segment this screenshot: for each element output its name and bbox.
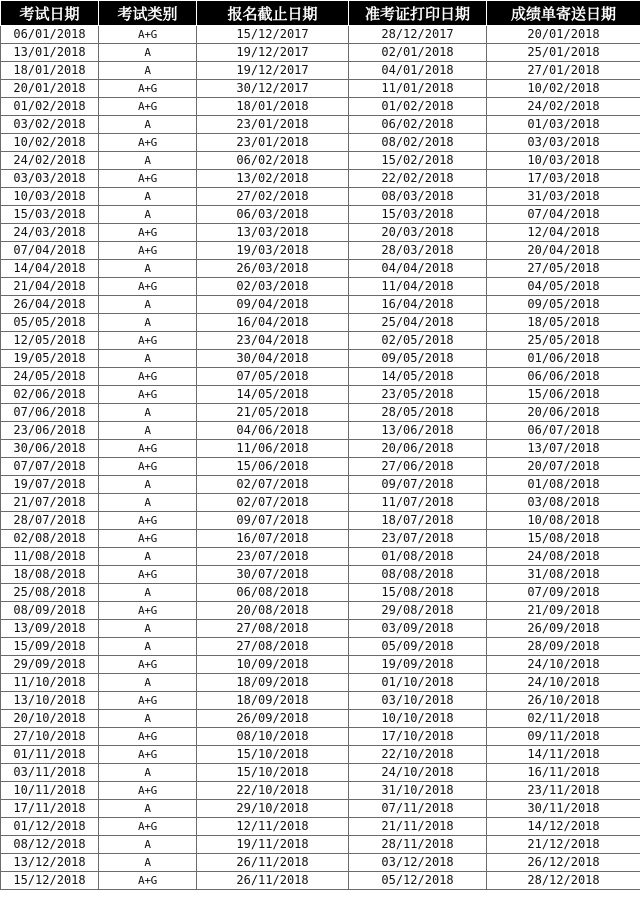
cell-exam-date: 01/12/2018 [1,818,99,836]
cell-exam-type: A+G [99,98,197,116]
cell-exam-date: 03/11/2018 [1,764,99,782]
cell-exam-date: 05/05/2018 [1,314,99,332]
cell-admission-ticket-print-date: 19/09/2018 [349,656,487,674]
cell-transcript-mailing-date: 28/09/2018 [487,638,640,656]
cell-registration-deadline: 15/10/2018 [197,746,349,764]
cell-exam-type: A+G [99,746,197,764]
cell-registration-deadline: 26/11/2018 [197,854,349,872]
table-row [1,566,640,584]
cell-exam-date: 30/06/2018 [1,440,99,458]
table-header [1,1,640,26]
cell-admission-ticket-print-date: 08/02/2018 [349,134,487,152]
cell-admission-ticket-print-date: 29/08/2018 [349,602,487,620]
cell-exam-date: 23/06/2018 [1,422,99,440]
cell-transcript-mailing-date: 09/05/2018 [487,296,640,314]
table-row [1,116,640,134]
cell-admission-ticket-print-date: 05/12/2018 [349,872,487,890]
cell-exam-date: 13/09/2018 [1,620,99,638]
cell-admission-ticket-print-date: 02/05/2018 [349,332,487,350]
cell-transcript-mailing-date: 20/06/2018 [487,404,640,422]
cell-exam-type: A [99,44,197,62]
cell-admission-ticket-print-date: 15/02/2018 [349,152,487,170]
cell-admission-ticket-print-date: 28/05/2018 [349,404,487,422]
cell-exam-type: A [99,350,197,368]
cell-transcript-mailing-date: 15/08/2018 [487,530,640,548]
cell-exam-type: A+G [99,818,197,836]
cell-registration-deadline: 19/12/2017 [197,44,349,62]
cell-exam-date: 13/01/2018 [1,44,99,62]
cell-exam-type: A [99,296,197,314]
header-exam-date: 考试日期 [1,1,99,26]
header-transcript-mailing-date: 成绩单寄送日期 [487,1,640,26]
cell-exam-date: 07/07/2018 [1,458,99,476]
cell-exam-type: A+G [99,728,197,746]
cell-admission-ticket-print-date: 03/10/2018 [349,692,487,710]
table-row [1,494,640,512]
cell-exam-type: A [99,800,197,818]
cell-registration-deadline: 12/11/2018 [197,818,349,836]
cell-admission-ticket-print-date: 04/01/2018 [349,62,487,80]
cell-registration-deadline: 15/12/2017 [197,26,349,44]
cell-exam-date: 03/03/2018 [1,170,99,188]
cell-transcript-mailing-date: 07/09/2018 [487,584,640,602]
cell-admission-ticket-print-date: 21/11/2018 [349,818,487,836]
cell-admission-ticket-print-date: 01/02/2018 [349,98,487,116]
cell-transcript-mailing-date: 17/03/2018 [487,170,640,188]
cell-transcript-mailing-date: 01/08/2018 [487,476,640,494]
cell-exam-type: A+G [99,80,197,98]
cell-exam-date: 11/08/2018 [1,548,99,566]
cell-exam-date: 15/09/2018 [1,638,99,656]
cell-transcript-mailing-date: 04/05/2018 [487,278,640,296]
cell-exam-type: A+G [99,782,197,800]
cell-exam-date: 01/11/2018 [1,746,99,764]
cell-exam-type: A [99,494,197,512]
cell-transcript-mailing-date: 21/09/2018 [487,602,640,620]
cell-exam-type: A+G [99,368,197,386]
cell-exam-date: 24/05/2018 [1,368,99,386]
cell-admission-ticket-print-date: 10/10/2018 [349,710,487,728]
cell-transcript-mailing-date: 23/11/2018 [487,782,640,800]
cell-transcript-mailing-date: 09/11/2018 [487,728,640,746]
cell-registration-deadline: 06/03/2018 [197,206,349,224]
cell-transcript-mailing-date: 24/08/2018 [487,548,640,566]
cell-admission-ticket-print-date: 25/04/2018 [349,314,487,332]
cell-registration-deadline: 06/08/2018 [197,584,349,602]
cell-exam-type: A+G [99,692,197,710]
cell-registration-deadline: 21/05/2018 [197,404,349,422]
cell-exam-date: 19/07/2018 [1,476,99,494]
cell-transcript-mailing-date: 02/11/2018 [487,710,640,728]
cell-exam-date: 07/06/2018 [1,404,99,422]
cell-exam-type: A+G [99,386,197,404]
cell-registration-deadline: 20/08/2018 [197,602,349,620]
cell-admission-ticket-print-date: 09/05/2018 [349,350,487,368]
cell-admission-ticket-print-date: 09/07/2018 [349,476,487,494]
table-row [1,872,640,890]
cell-admission-ticket-print-date: 31/10/2018 [349,782,487,800]
cell-exam-date: 26/04/2018 [1,296,99,314]
table-row [1,80,640,98]
cell-admission-ticket-print-date: 23/05/2018 [349,386,487,404]
cell-registration-deadline: 08/10/2018 [197,728,349,746]
cell-exam-date: 06/01/2018 [1,26,99,44]
cell-admission-ticket-print-date: 04/04/2018 [349,260,487,278]
table-row [1,746,640,764]
cell-transcript-mailing-date: 31/08/2018 [487,566,640,584]
cell-exam-date: 25/08/2018 [1,584,99,602]
cell-exam-date: 01/02/2018 [1,98,99,116]
cell-registration-deadline: 18/09/2018 [197,692,349,710]
cell-exam-type: A+G [99,458,197,476]
cell-registration-deadline: 13/02/2018 [197,170,349,188]
cell-admission-ticket-print-date: 08/08/2018 [349,566,487,584]
cell-exam-date: 21/04/2018 [1,278,99,296]
cell-exam-date: 10/02/2018 [1,134,99,152]
cell-transcript-mailing-date: 28/12/2018 [487,872,640,890]
table-row [1,764,640,782]
cell-admission-ticket-print-date: 28/11/2018 [349,836,487,854]
cell-exam-type: A [99,638,197,656]
cell-admission-ticket-print-date: 18/07/2018 [349,512,487,530]
cell-exam-type: A [99,674,197,692]
cell-exam-type: A [99,710,197,728]
table-row [1,170,640,188]
cell-exam-type: A+G [99,242,197,260]
cell-registration-deadline: 11/06/2018 [197,440,349,458]
cell-transcript-mailing-date: 14/12/2018 [487,818,640,836]
table-row [1,404,640,422]
table-row [1,332,640,350]
cell-transcript-mailing-date: 03/08/2018 [487,494,640,512]
cell-transcript-mailing-date: 07/04/2018 [487,206,640,224]
table-row [1,854,640,872]
cell-exam-date: 28/07/2018 [1,512,99,530]
cell-registration-deadline: 09/04/2018 [197,296,349,314]
cell-registration-deadline: 23/01/2018 [197,116,349,134]
cell-registration-deadline: 30/04/2018 [197,350,349,368]
cell-transcript-mailing-date: 30/11/2018 [487,800,640,818]
cell-exam-date: 20/01/2018 [1,80,99,98]
table-row [1,458,640,476]
cell-registration-deadline: 04/06/2018 [197,422,349,440]
cell-exam-date: 24/02/2018 [1,152,99,170]
header-exam-type: 考试类别 [99,1,197,26]
cell-registration-deadline: 06/02/2018 [197,152,349,170]
cell-exam-date: 02/06/2018 [1,386,99,404]
cell-admission-ticket-print-date: 20/06/2018 [349,440,487,458]
table-row [1,62,640,80]
cell-transcript-mailing-date: 15/06/2018 [487,386,640,404]
cell-exam-type: A [99,584,197,602]
cell-registration-deadline: 27/02/2018 [197,188,349,206]
cell-transcript-mailing-date: 21/12/2018 [487,836,640,854]
cell-transcript-mailing-date: 01/03/2018 [487,116,640,134]
cell-registration-deadline: 10/09/2018 [197,656,349,674]
cell-exam-date: 11/10/2018 [1,674,99,692]
cell-exam-date: 18/08/2018 [1,566,99,584]
cell-exam-type: A [99,260,197,278]
cell-transcript-mailing-date: 01/06/2018 [487,350,640,368]
cell-exam-type: A+G [99,278,197,296]
cell-admission-ticket-print-date: 20/03/2018 [349,224,487,242]
cell-exam-type: A [99,206,197,224]
cell-exam-date: 02/08/2018 [1,530,99,548]
table-row [1,188,640,206]
cell-registration-deadline: 26/11/2018 [197,872,349,890]
cell-exam-type: A [99,836,197,854]
cell-admission-ticket-print-date: 01/10/2018 [349,674,487,692]
cell-transcript-mailing-date: 06/06/2018 [487,368,640,386]
cell-exam-date: 08/09/2018 [1,602,99,620]
cell-registration-deadline: 14/05/2018 [197,386,349,404]
cell-registration-deadline: 02/07/2018 [197,494,349,512]
cell-admission-ticket-print-date: 15/03/2018 [349,206,487,224]
cell-exam-date: 20/10/2018 [1,710,99,728]
cell-transcript-mailing-date: 26/12/2018 [487,854,640,872]
cell-transcript-mailing-date: 03/03/2018 [487,134,640,152]
cell-exam-type: A [99,854,197,872]
cell-exam-date: 29/09/2018 [1,656,99,674]
cell-transcript-mailing-date: 27/01/2018 [487,62,640,80]
table-row [1,656,640,674]
cell-registration-deadline: 13/03/2018 [197,224,349,242]
cell-admission-ticket-print-date: 22/10/2018 [349,746,487,764]
cell-exam-date: 10/03/2018 [1,188,99,206]
cell-registration-deadline: 18/01/2018 [197,98,349,116]
cell-exam-date: 17/11/2018 [1,800,99,818]
cell-transcript-mailing-date: 20/01/2018 [487,26,640,44]
cell-admission-ticket-print-date: 16/04/2018 [349,296,487,314]
cell-admission-ticket-print-date: 11/07/2018 [349,494,487,512]
cell-admission-ticket-print-date: 28/12/2017 [349,26,487,44]
cell-exam-type: A+G [99,134,197,152]
cell-exam-type: A+G [99,332,197,350]
cell-registration-deadline: 22/10/2018 [197,782,349,800]
cell-exam-type: A+G [99,602,197,620]
cell-admission-ticket-print-date: 05/09/2018 [349,638,487,656]
cell-transcript-mailing-date: 12/04/2018 [487,224,640,242]
cell-registration-deadline: 29/10/2018 [197,800,349,818]
cell-exam-type: A [99,152,197,170]
table-row [1,152,640,170]
table-row [1,602,640,620]
cell-registration-deadline: 30/12/2017 [197,80,349,98]
table-row [1,242,640,260]
table-row [1,134,640,152]
table-row [1,800,640,818]
cell-transcript-mailing-date: 26/10/2018 [487,692,640,710]
cell-admission-ticket-print-date: 11/01/2018 [349,80,487,98]
cell-transcript-mailing-date: 24/10/2018 [487,674,640,692]
cell-exam-type: A+G [99,656,197,674]
table-row [1,836,640,854]
cell-registration-deadline: 02/07/2018 [197,476,349,494]
cell-exam-date: 13/10/2018 [1,692,99,710]
cell-exam-type: A [99,422,197,440]
table-row [1,386,640,404]
cell-exam-type: A [99,116,197,134]
table-row [1,422,640,440]
cell-admission-ticket-print-date: 06/02/2018 [349,116,487,134]
table-row [1,314,640,332]
cell-exam-date: 21/07/2018 [1,494,99,512]
cell-admission-ticket-print-date: 24/10/2018 [349,764,487,782]
cell-registration-deadline: 23/07/2018 [197,548,349,566]
cell-registration-deadline: 19/11/2018 [197,836,349,854]
cell-registration-deadline: 07/05/2018 [197,368,349,386]
table-row [1,440,640,458]
cell-exam-type: A [99,620,197,638]
cell-exam-type: A+G [99,566,197,584]
cell-exam-date: 12/05/2018 [1,332,99,350]
table-row [1,728,640,746]
cell-registration-deadline: 15/06/2018 [197,458,349,476]
cell-transcript-mailing-date: 10/02/2018 [487,80,640,98]
cell-exam-date: 18/01/2018 [1,62,99,80]
cell-transcript-mailing-date: 27/05/2018 [487,260,640,278]
cell-exam-type: A+G [99,512,197,530]
table-row [1,620,640,638]
cell-registration-deadline: 27/08/2018 [197,620,349,638]
cell-exam-type: A+G [99,26,197,44]
cell-exam-date: 27/10/2018 [1,728,99,746]
cell-registration-deadline: 18/09/2018 [197,674,349,692]
table-row [1,476,640,494]
table-row [1,674,640,692]
table-row [1,710,640,728]
cell-exam-type: A [99,764,197,782]
table-row [1,584,640,602]
table-row [1,512,640,530]
table-row [1,818,640,836]
cell-exam-date: 14/04/2018 [1,260,99,278]
cell-transcript-mailing-date: 10/03/2018 [487,152,640,170]
header-registration-deadline: 报名截止日期 [197,1,349,26]
table-row [1,224,640,242]
table-row [1,548,640,566]
cell-admission-ticket-print-date: 01/08/2018 [349,548,487,566]
table-row [1,26,640,44]
cell-transcript-mailing-date: 20/07/2018 [487,458,640,476]
cell-exam-type: A+G [99,530,197,548]
cell-exam-date: 08/12/2018 [1,836,99,854]
cell-admission-ticket-print-date: 13/06/2018 [349,422,487,440]
table-row [1,692,640,710]
cell-transcript-mailing-date: 25/05/2018 [487,332,640,350]
cell-admission-ticket-print-date: 14/05/2018 [349,368,487,386]
cell-registration-deadline: 02/03/2018 [197,278,349,296]
cell-exam-type: A+G [99,224,197,242]
cell-admission-ticket-print-date: 28/03/2018 [349,242,487,260]
cell-exam-type: A [99,476,197,494]
cell-exam-type: A [99,548,197,566]
cell-registration-deadline: 09/07/2018 [197,512,349,530]
cell-registration-deadline: 19/12/2017 [197,62,349,80]
cell-transcript-mailing-date: 13/07/2018 [487,440,640,458]
cell-transcript-mailing-date: 14/11/2018 [487,746,640,764]
cell-admission-ticket-print-date: 22/02/2018 [349,170,487,188]
cell-transcript-mailing-date: 24/10/2018 [487,656,640,674]
cell-exam-type: A [99,62,197,80]
cell-transcript-mailing-date: 06/07/2018 [487,422,640,440]
cell-admission-ticket-print-date: 11/04/2018 [349,278,487,296]
table-row [1,530,640,548]
cell-admission-ticket-print-date: 07/11/2018 [349,800,487,818]
cell-registration-deadline: 27/08/2018 [197,638,349,656]
cell-registration-deadline: 16/07/2018 [197,530,349,548]
cell-exam-type: A [99,188,197,206]
table-row [1,638,640,656]
cell-registration-deadline: 23/04/2018 [197,332,349,350]
header-row [1,1,640,26]
cell-registration-deadline: 15/10/2018 [197,764,349,782]
cell-admission-ticket-print-date: 08/03/2018 [349,188,487,206]
cell-registration-deadline: 16/04/2018 [197,314,349,332]
cell-transcript-mailing-date: 25/01/2018 [487,44,640,62]
table-row [1,296,640,314]
cell-exam-date: 15/03/2018 [1,206,99,224]
cell-transcript-mailing-date: 20/04/2018 [487,242,640,260]
table-row [1,350,640,368]
cell-transcript-mailing-date: 10/08/2018 [487,512,640,530]
cell-admission-ticket-print-date: 02/01/2018 [349,44,487,62]
cell-transcript-mailing-date: 24/02/2018 [487,98,640,116]
cell-exam-type: A+G [99,872,197,890]
cell-admission-ticket-print-date: 17/10/2018 [349,728,487,746]
table-row [1,98,640,116]
cell-transcript-mailing-date: 18/05/2018 [487,314,640,332]
cell-exam-type: A [99,314,197,332]
cell-transcript-mailing-date: 26/09/2018 [487,620,640,638]
table-row [1,278,640,296]
cell-exam-type: A+G [99,440,197,458]
cell-admission-ticket-print-date: 03/09/2018 [349,620,487,638]
cell-registration-deadline: 26/09/2018 [197,710,349,728]
cell-exam-date: 19/05/2018 [1,350,99,368]
cell-exam-date: 24/03/2018 [1,224,99,242]
cell-admission-ticket-print-date: 23/07/2018 [349,530,487,548]
table-row [1,368,640,386]
cell-registration-deadline: 26/03/2018 [197,260,349,278]
cell-transcript-mailing-date: 31/03/2018 [487,188,640,206]
cell-registration-deadline: 19/03/2018 [197,242,349,260]
cell-exam-date: 07/04/2018 [1,242,99,260]
table-row [1,44,640,62]
cell-registration-deadline: 23/01/2018 [197,134,349,152]
cell-exam-date: 15/12/2018 [1,872,99,890]
cell-exam-date: 03/02/2018 [1,116,99,134]
cell-admission-ticket-print-date: 27/06/2018 [349,458,487,476]
cell-transcript-mailing-date: 16/11/2018 [487,764,640,782]
cell-exam-date: 10/11/2018 [1,782,99,800]
table-row [1,206,640,224]
cell-registration-deadline: 30/07/2018 [197,566,349,584]
header-admission-ticket-print-date: 准考证打印日期 [349,1,487,26]
cell-admission-ticket-print-date: 03/12/2018 [349,854,487,872]
cell-admission-ticket-print-date: 15/08/2018 [349,584,487,602]
cell-exam-type: A [99,404,197,422]
cell-exam-date: 13/12/2018 [1,854,99,872]
table-body [1,26,640,890]
cell-exam-type: A+G [99,170,197,188]
table-row [1,260,640,278]
table-row [1,782,640,800]
